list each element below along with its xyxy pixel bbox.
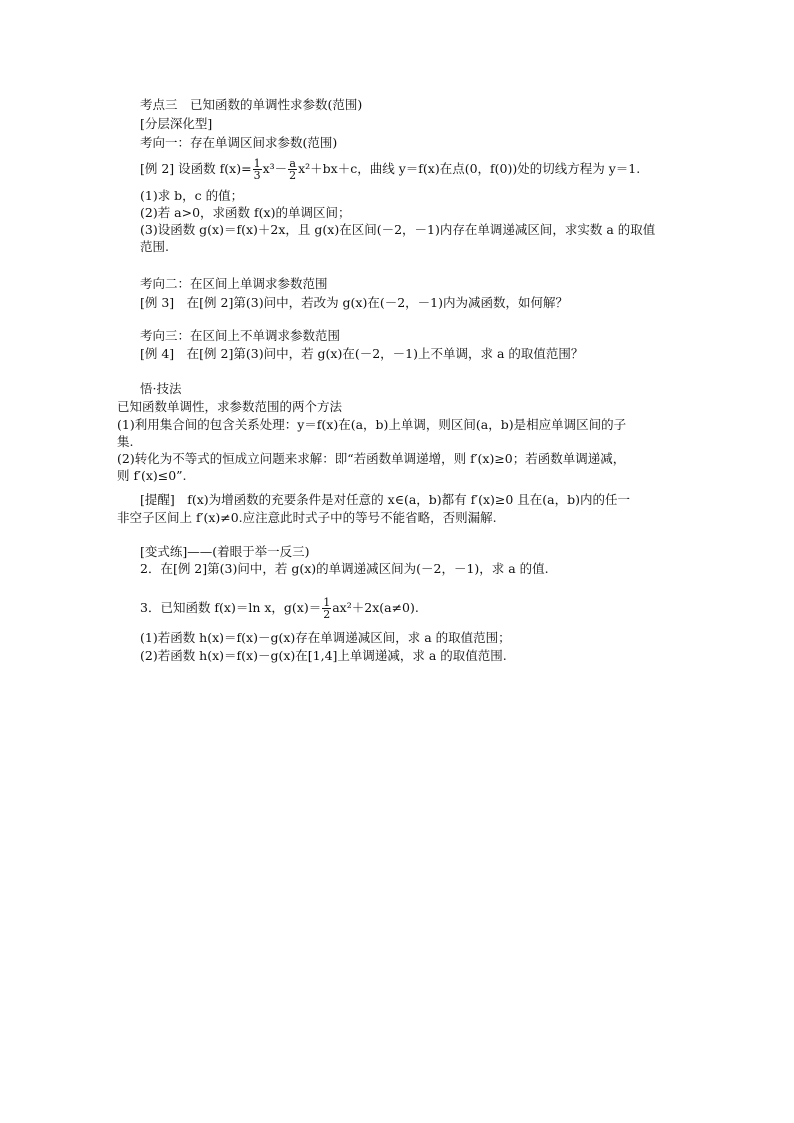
example-3: [例 3] 在[例 2]第(3)问中，若改为 g(x)在(－2，－1)内为减函数，如何解？ [140,295,569,310]
practice-3-lead: 3．已知函数 f(x)＝ln x，g(x)＝ [140,600,322,615]
example-2-q1: (1)求 b，c 的值； [140,188,244,203]
fraction-1-num: 1 [253,157,261,170]
method-2-line1: (2)转化为不等式的恒成立问题来求解：即“若函数单调递增，则 f′(x)≥0；若函数单调递减， [117,451,626,466]
example-2-q3-line1: (3)设函数 g(x)＝f(x)＋2x，且 g(x)在区间(－2，－1)内存在单调递减区间，求实数 a 的取值 [140,222,656,237]
practice-title: [变式练]——(着眼于举一反三) [140,544,310,559]
practice-3-tail: ax²＋2x(a≠0). [332,600,419,615]
reminder-line1: [提醒] f(x)为增函数的充要条件是对任意的 x∈(a，b)都有 f′(x)≥0 且在(a，b)内的任一 [140,492,631,507]
fraction-3-den: 2 [323,608,331,621]
practice-3-q1: (1)若函数 h(x)＝f(x)－g(x)存在单调递减区间，求 a 的取值范围； [140,630,511,645]
example-2-mid: x³－ [262,161,288,176]
reminder-line2: 非空子区间上 f′(x)≠0.应注意此时式子中的等号不能省略，否则漏解. [117,510,497,525]
fraction-2-num: a [289,157,296,170]
practice-3-q2: (2)若函数 h(x)＝f(x)－g(x)在[1,4]上单调递减，求 a 的取值范围. [140,648,507,663]
tag-layered: [分层深化型] [140,116,213,131]
method-2-line2: 则 f′(x)≤0”. [117,468,187,483]
direction-2-title: 考向二：在区间上单调求参数范围 [140,276,328,291]
example-4: [例 4] 在[例 2]第(3)问中，若 g(x)在(－2，－1)上不单调，求 a 的取值范围？ [140,346,584,361]
example-2-label: [例 2] [140,161,175,176]
direction-1-title: 考向一：存在单调区间求参数(范围) [140,135,338,150]
example-2-lead: 设函数 f(x)= [178,161,252,176]
fraction-2 [288,158,297,181]
example-2-q2: (2)若 a>0，求函数 f(x)的单调区间； [140,205,351,220]
example-2-tail: x²＋bx＋c，曲线 y＝f(x)在点(0，f(0))处的切线方程为 y＝1. [298,161,641,176]
fraction-3-num: 1 [323,596,331,609]
method-title: 悟·技法 [140,381,182,396]
fraction-1 [253,158,262,181]
fraction-2-den: 2 [289,169,297,182]
practice-3-stem [140,595,419,621]
example-2-stem [140,156,640,182]
method-1-line1: (1)利用集合间的包含关系处理：y＝f(x)在(a，b)上单调，则区间(a，b)是相应单调区间的子 [117,417,627,432]
fraction-3 [322,597,331,620]
example-2-q3-line2: 范围. [140,239,169,254]
practice-2: 2．在[例 2]第(3)问中，若 g(x)的单调递减区间为(－2，－1)，求 a 的值. [140,561,549,576]
fraction-1-den: 3 [253,169,261,182]
method-heading: 已知函数单调性，求参数范围的两个方法 [117,399,343,414]
section-title: 考点三 已知函数的单调性求参数(范围) [140,97,363,112]
direction-3-title: 考向三：在区间上不单调求参数范围 [140,328,341,343]
method-1-line2: 集. [117,434,134,449]
